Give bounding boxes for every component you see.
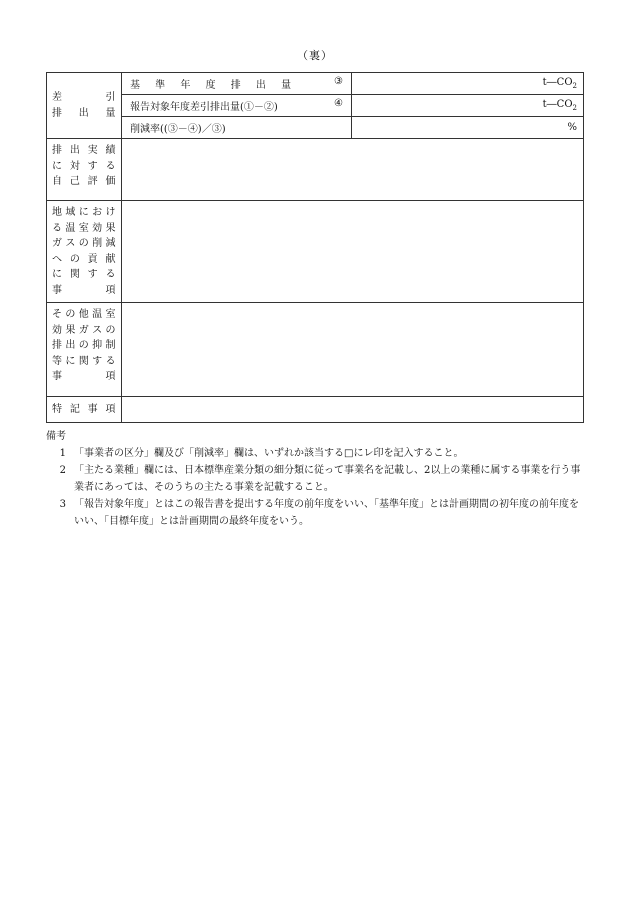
regional-contribution-row — [47, 201, 584, 303]
baseline-emissions-row — [47, 73, 584, 95]
reduction-rate-value-field[interactable] — [352, 117, 584, 139]
remark-text: 「事業者の区分」欄及び「削減率」欄は、いずれか該当する□にレ印を記入すること。 — [74, 448, 464, 459]
reduction-rate-text: 削減率((③－④)／③) — [130, 124, 226, 135]
other-ghg-field[interactable] — [122, 303, 584, 397]
baseline-emissions-unit-sub: 2 — [572, 82, 577, 90]
reduction-rate-row — [47, 117, 584, 139]
self-evaluation-field[interactable] — [122, 139, 584, 201]
baseline-emissions-unit: t―CO — [542, 77, 573, 88]
net-emissions-row — [47, 95, 584, 117]
remark-text: 「主たる業種」欄には、日本標準産業分類の細分類に従って事業名を記載し、2以上の業種に属する事業を行う事業者にあっては、そのうちの主たる事業を記載すること。 — [74, 465, 581, 493]
page-title: （裏） — [297, 49, 333, 62]
baseline-emissions-value-field[interactable] — [352, 73, 584, 95]
regional-contribution-label: 地域におけ る温室効果 ガスの削減 へ の 貢 献 に 関 す る 事 項 — [47, 201, 122, 303]
remark-text: 「報告対象年度」とはこの報告書を提出する年度の前年度をいい、「基準年度」とは計画期間の初年度の前年度をいい、「目標年度」とは計画期間の最終年度をいう。 — [74, 499, 579, 527]
remark-item — [46, 462, 583, 496]
net-emissions-value-field[interactable] — [352, 95, 584, 117]
net-emissions-unit: t―CO — [542, 99, 573, 110]
net-emissions-number: ④ — [334, 98, 343, 109]
baseline-emissions-label — [122, 73, 352, 95]
other-ghg-label: その他温室 効果ガスの 排出の抑制 等に関する 事 項 — [47, 303, 122, 397]
remark-number: 3 — [59, 499, 66, 510]
net-emissions-label: 差 引 排 出 量 — [47, 73, 122, 139]
remark-item — [46, 445, 583, 462]
baseline-emissions-text: 基 準 年 度 排 出 量 — [130, 80, 298, 91]
special-notes-row — [47, 397, 584, 423]
remarks-title: 備考 — [46, 431, 66, 442]
special-notes-label: 特 記 事 項 — [47, 397, 122, 423]
remark-item — [46, 496, 583, 530]
remark-number: 1 — [59, 448, 66, 459]
other-ghg-row — [47, 303, 584, 397]
regional-contribution-field[interactable] — [122, 201, 584, 303]
reduction-rate-unit: % — [567, 122, 577, 133]
self-evaluation-row — [47, 139, 584, 201]
baseline-emissions-number: ③ — [334, 76, 343, 87]
special-notes-field[interactable] — [122, 397, 584, 423]
self-evaluation-label: 排 出 実 績 に 対 す る 自 己 評 価 — [47, 139, 122, 201]
remark-number: 2 — [59, 465, 66, 476]
net-emissions-sub-label — [122, 95, 352, 117]
report-form-table — [46, 72, 584, 423]
net-emissions-unit-sub: 2 — [572, 104, 577, 112]
reduction-rate-label — [122, 117, 352, 139]
net-emissions-text: 報告対象年度差引排出量(①－②) — [130, 102, 278, 113]
remarks-section — [46, 428, 583, 530]
